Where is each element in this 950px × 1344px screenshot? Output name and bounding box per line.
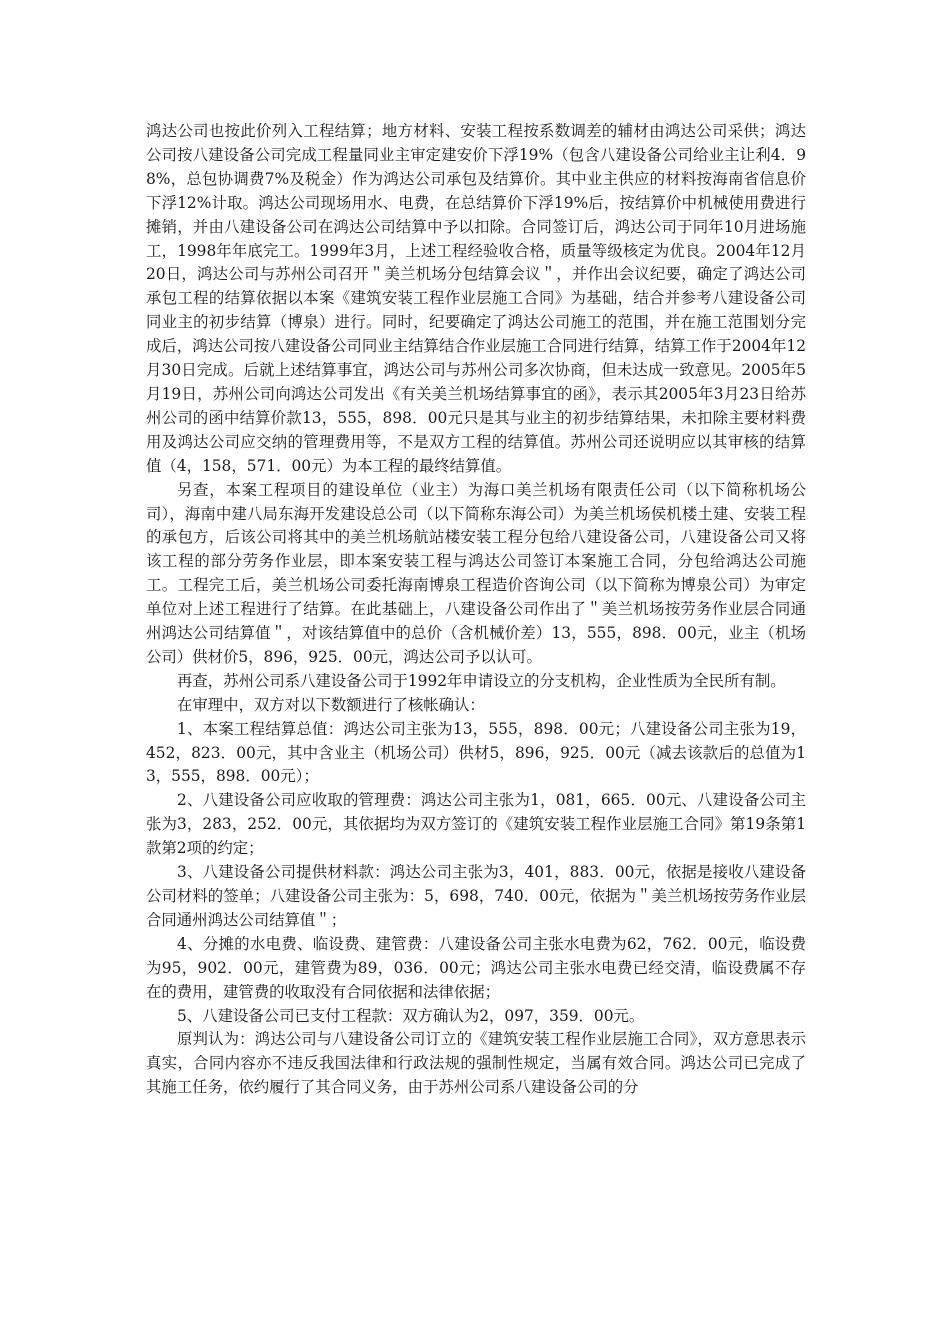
- paragraph-settlement-history: 鸿达公司也按此价列入工程结算；地方材料、安装工程按系数调差的辅材由鸿达公司采供；鸿达公司按八建设备公司完成工程量同业主审定建安价下浮19%（包含八建设备公司给业主让利4．98%，总包协调费7%及税金）作为鸿达公司承包及结算价。其中业主供应的材料按海南省信息价下浮12%计取。鸿达公司现场用水、电费，在总结算价下浮19%后，按结算价中机械使用费进行摊销，并由八建设备公司在鸿达公司结算中予以扣除。合同签订后，鸿达公司于同年10月进场施工，1998年年底完工。1999年3月，上述工程经验收合格，质量等级核定为优良。2004年12月20日，鸿达公司与苏州公司召开＂美兰机场分包结算会议＂，并作出会议纪要，确定了鸿达公司承包工程的结算依据以本案《建筑安装工程作业层施工合同》为基础，结合并参考八建设备公司同业主的初步结算（博泉）进行。同时，纪要确定了鸿达公司施工的范围，并在施工范围划分完成后，鸿达公司按八建设备公司同业主结算结合作业层施工合同进行结算，结算工作于2004年12月30日完成。后就上述结算事宜，鸿达公司与苏州公司多次协商，但未达成一致意见。2005年5月19日，苏州公司向鸿达公司发出《有关美兰机场结算事宜的函》，表示其2005年3月23日给苏州公司的函中结算价款13，555，898．00元只是其与业主的初步结算结果，未扣除主要材料费用及鸿达公司应交纳的管理费用等，不是双方工程的结算值。苏州公司还说明应以其审核的结算值（4，158，571．00元）为本工程的最终结算值。: [146, 122, 806, 475]
- document-body: [146, 120, 806, 1100]
- list-item-total-settlement: 1、本案工程结算总值：鸿达公司主张为13，555，898．00元；八建设备公司主张为19，452，823．00元，其中含业主（机场公司）供材5，896，925．00元（减去该款后的总值为13，555，898．00元）；: [146, 719, 806, 786]
- list-item-shared-fees: 4、分摊的水电费、临设费、建管费：八建设备公司主张水电费为62，762．00元，临设费为95，902．00元，建管费为89，036．00元；鸿达公司主张水电费已经交清，临设费属不存在的费用，建管费的收取没有合同依据和法律依据；: [146, 934, 806, 1001]
- paragraph-original-judgment: 原判认为：鸿达公司与八建设备公司订立的《建筑安装工程作业层施工合同》，双方意思表示真实，合同内容亦不违反我国法律和行政法规的强制性规定，当属有效合同。鸿达公司已完成了其施工任务，依约履行了其合同义务，由于苏州公司系八建设备公司的分: [146, 1030, 806, 1097]
- list-item-material-payment: 3、八建设备公司提供材料款：鸿达公司主张为3，401，883．00元，依据是接收八建设备公司材料的签单；八建设备公司主张为：5，698，740．00元，依据为＂美兰机场按劳务作业层合同通州鸿达公司结算值＂；: [146, 863, 806, 929]
- paragraph-account-confirmation-intro: 在审理中，双方对以下数额进行了核帐确认：: [177, 695, 485, 714]
- paragraph-further-findings: 另查，本案工程项目的建设单位（业主）为海口美兰机场有限责任公司（以下简称机场公司），海南中建八局东海开发建设总公司（以下简称东海公司）为美兰机场侯机楼土建、安装工程的承包方，后该公司将其中的美兰机场航站楼安装工程分包给八建设备公司，八建设备公司又将该工程的部分劳务作业层，即本案安装工程与鸿达公司签订本案施工合同，分包给鸿达公司施工。工程完工后，美兰机场公司委托海南博泉工程造价咨询公司（以下简称为博泉公司）为审定单位对上述工程进行了结算。在此基础上，八建设备公司作出了＂美兰机场按劳务作业层合同通州鸿达公司结算值＂，对该结算值中的总价（含机械价差）13，555，898．00元，业主（机场公司）供材价5，896，925．00元，鸿达公司予以认可。: [146, 480, 806, 666]
- list-item-paid-amount: 5、八建设备公司已支付工程款：双方确认为2，097，359．00元。: [177, 1006, 645, 1025]
- list-item-management-fee: 2、八建设备公司应收取的管理费：鸿达公司主张为1，081，665．00元、八建设备公司主张为3，283，252．00元，其依据均为双方签订的《建筑安装工程作业层施工合同》第19条第1款第2项的约定；: [146, 791, 806, 858]
- paragraph-branch-nature: 再查，苏州公司系八建设备公司于1992年申请设立的分支机构，企业性质为全民所有制。: [177, 671, 786, 690]
